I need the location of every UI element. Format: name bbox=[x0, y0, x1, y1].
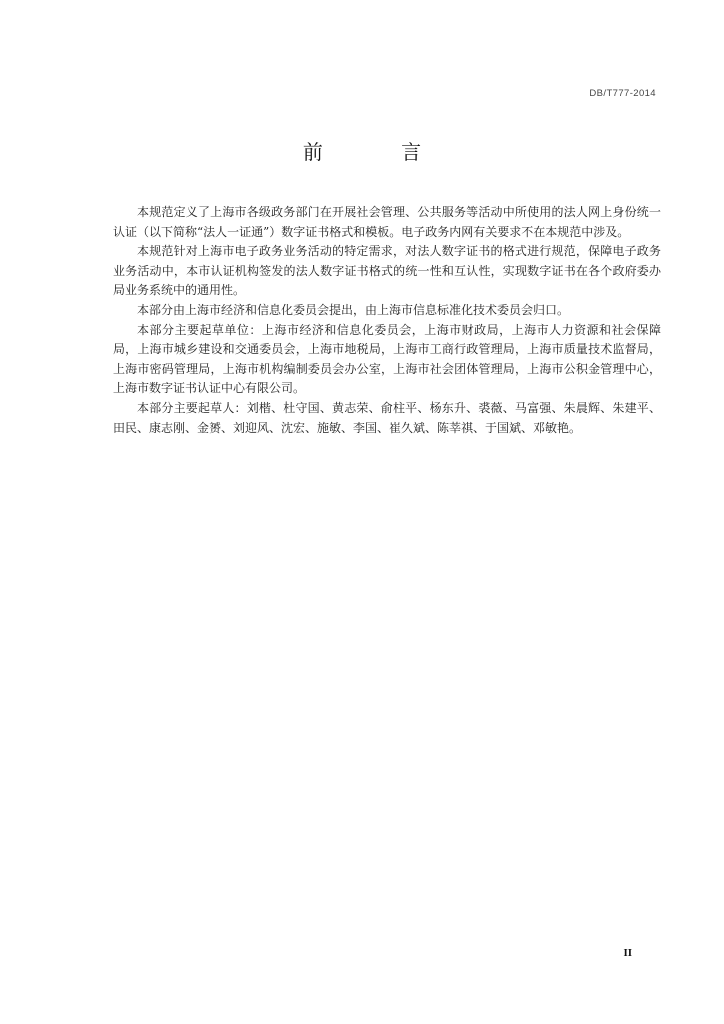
paragraph-drafting-units: 本部分主要起草单位：上海市经济和信息化委员会，上海市财政局，上海市人力资源和社会保障局，上海市城乡建设和交通委员会，上海市地税局，上海市工商行政管理局，上海市质量技术监督局，上海市密码管理局，上海市机构编制委员会办公室，上海市社会团体管理局，上海市公积金管理中心，上海市数字证书认证中心有限公司。 bbox=[113, 322, 661, 396]
paragraph-proposer: 本部分由上海市经济和信息化委员会提出，由上海市信息标准化技术委员会归口。 bbox=[137, 302, 570, 317]
paragraph-drafters: 本部分主要起草人：刘楷、杜守国、黄志荣、俞柱平、杨东升、裘薇、马富强、朱晨辉、朱建平、田民、康志刚、金赟、刘迎风、沈宏、施敏、李国、崔久斌、陈莘祺、于国斌、邓敏艳。 bbox=[113, 400, 661, 435]
document-code: DB/T777-2014 bbox=[589, 88, 656, 99]
foreword-body bbox=[113, 203, 661, 438]
paragraph-scope: 本规范定义了上海市各级政务部门在开展社会管理、公共服务等活动中所使用的法人网上身份统一认证（以下简称“法人一证通”）数字证书格式和模板。电子政务内网有关要求不在本规范中涉及。 bbox=[113, 205, 661, 239]
paragraph-purpose: 本规范针对上海市电子政务业务活动的特定需求，对法人数字证书的格式进行规范，保障电子政务业务活动中，本市认证机构签发的法人数字证书格式的统一性和互认性，实现数字证书在各个政府委办局业务系统中的通用性。 bbox=[113, 244, 661, 298]
page-number: II bbox=[623, 947, 632, 959]
page-title: 前 言 bbox=[302, 140, 458, 164]
